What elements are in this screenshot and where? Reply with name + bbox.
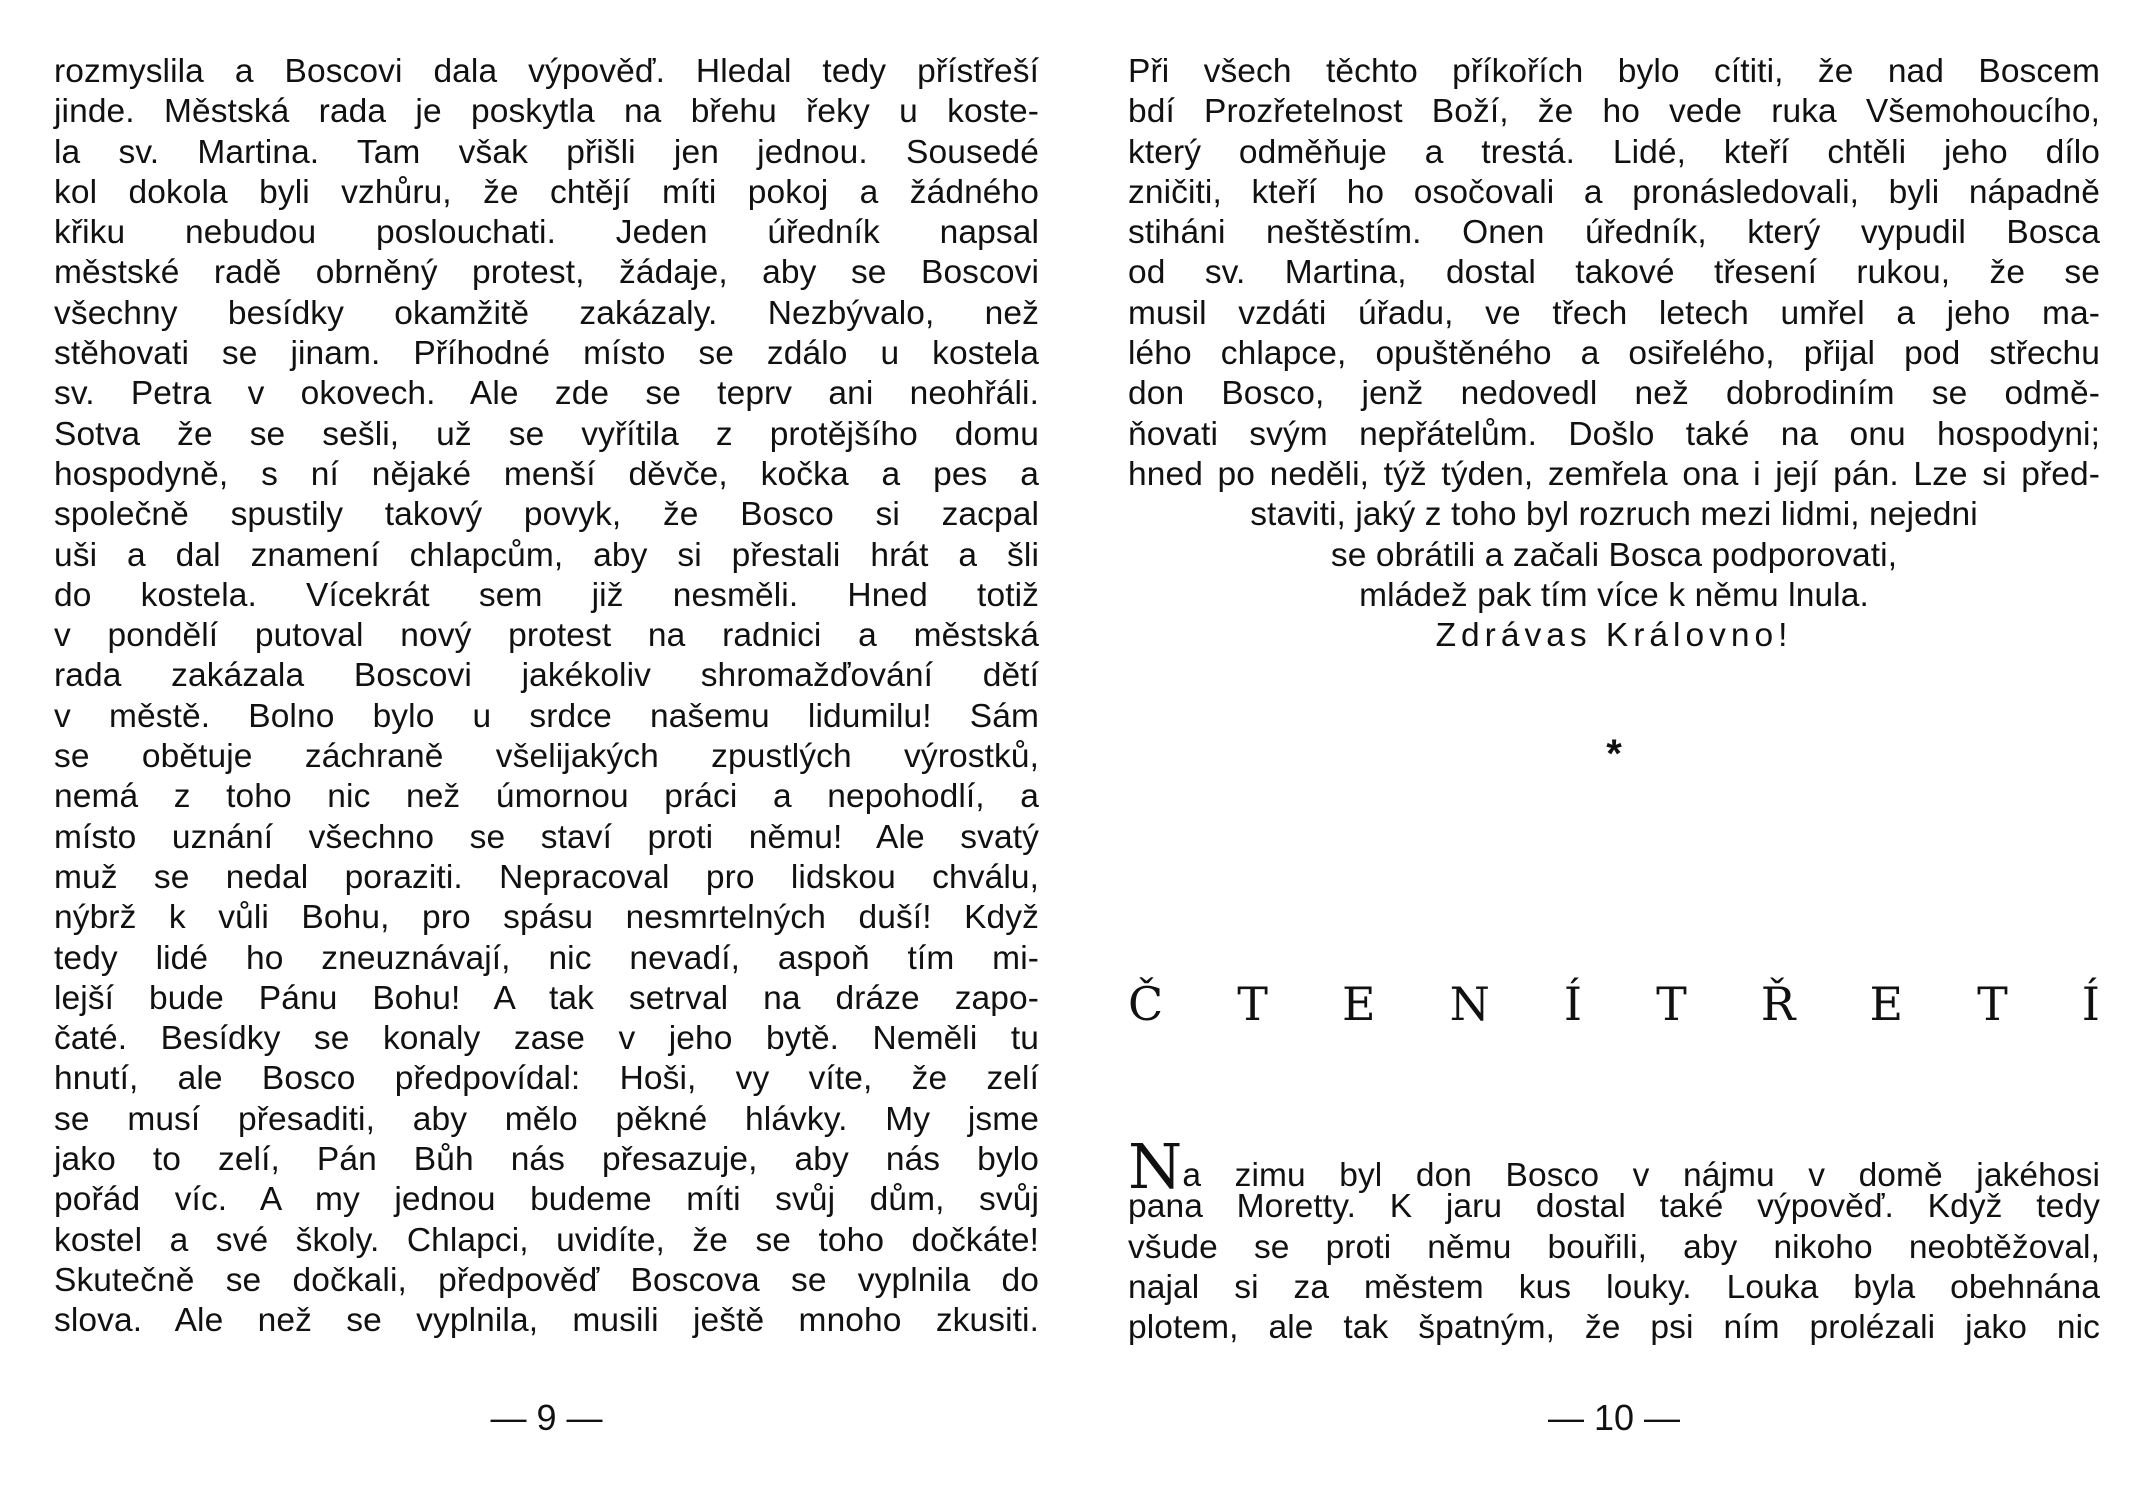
text-line: společně spustily takový povyk, že Bosco si zacpal [54, 496, 1039, 534]
text-line: ňovati svým nepřátelům. Došlo také na onu hospodyni; [1128, 415, 2100, 453]
text-line: la sv. Martina. Tam však přišli jen jednou. Sousedé [54, 133, 1039, 171]
heading-letter: Í [2081, 977, 2100, 1031]
left-page-text [54, 52, 1039, 1342]
text-line: sv. Petra v okovech. Ale zde se teprv ani neohřáli. [54, 375, 1039, 413]
text-line: rada zakázala Boscovi jakékoliv shromažďování dětí [54, 657, 1039, 695]
chapter-text [1128, 1130, 2100, 1348]
text-line-centered: staviti, jaký z toho byl rozruch mezi lidmi, nejedni [1250, 496, 1978, 534]
chapter-first-line [1128, 1130, 2100, 1203]
chapter-first-line-text: a zimu byl don Bosco v nájmu v domě jakéhosi [1182, 1157, 2100, 1194]
text-line: hospodyně, s ní nějaké menší děvče, kočka a pes a [54, 455, 1039, 493]
text-line: čaté. Besídky se konaly zase v jeho bytě. Neměli tu [54, 1020, 1039, 1058]
section-asterisk: * [1606, 732, 1622, 776]
page-number: — 9 — [490, 1397, 603, 1438]
text-line: hned po neděli, týž týden, zemřela ona i její pán. Lze si před- [1128, 455, 2100, 493]
chapter-heading [1128, 976, 2100, 1032]
left-page [54, 0, 1039, 1500]
text-line: kol dokola byli vzhůru, že chtějí míti pokoj a žádného [54, 173, 1039, 211]
text-line: nemá z toho nic než úmornou práci a nepohodlí, a [54, 778, 1039, 816]
drop-cap: N [1128, 1130, 1183, 1203]
text-line: lého chlapce, opuštěného a osiřelého, přijal pod střechu [1128, 335, 2100, 373]
heading-letter: E [1341, 977, 1376, 1031]
text-line: všechny besídky okamžitě zakázaly. Nezbývalo, než [54, 294, 1039, 332]
closing-prayer: Zdrávas Královno! [1435, 617, 1793, 655]
text-line: musil vzdáti úřadu, ve třech letech umřel a jeho ma- [1128, 294, 2100, 332]
text-line: do kostela. Vícekrát sem již nesměli. Hned totiž [54, 576, 1039, 614]
text-line: křiku nebudou poslouchati. Jeden úředník napsal [54, 214, 1039, 252]
text-line-centered: se obrátili a začali Bosca podporovati, [1330, 536, 1898, 574]
text-line: jako to zelí, Pán Bůh nás přesazuje, aby nás bylo [54, 1141, 1039, 1179]
heading-letter: Č [1128, 977, 1164, 1031]
text-line: tedy lidé ho zneuznávají, nic nevadí, aspoň tím mi- [54, 939, 1039, 977]
text-line: kostel a své školy. Chlapci, uvidíte, že se toho dočkáte! [54, 1221, 1039, 1259]
text-line: nýbrž k vůli Bohu, pro spásu nesmrtelných duší! Když [54, 899, 1039, 937]
text-line: který odměňuje a trestá. Lidé, kteří chtěli jeho dílo [1128, 133, 2100, 171]
heading-letter: Ř [1760, 977, 1796, 1031]
text-line: v městě. Bolno bylo u srdce našemu lidumilu! Sám [54, 697, 1039, 735]
heading-letter: T [1237, 977, 1268, 1031]
text-line: všude se proti němu bouřili, aby nikoho neobtěžoval, [1128, 1228, 2100, 1266]
text-line: najal si za městem kus louky. Louka byla obehnána [1128, 1268, 2100, 1306]
heading-letter: E [1869, 977, 1904, 1031]
text-line: plotem, ale tak špatným, že psi ním prolézali jako nic [1128, 1309, 2100, 1347]
text-line: uši a dal znamení chlapcům, aby si přestali hrát a šli [54, 536, 1039, 574]
text-line: v pondělí putoval nový protest na radnici a městská [54, 617, 1039, 655]
text-line: zničiti, kteří ho osočovali a pronásledovali, byli nápadně [1128, 173, 2100, 211]
text-line: pana Moretty. K jaru dostal také výpověď. Když tedy [1128, 1188, 2100, 1226]
text-line: stěhovati se jinam. Příhodné místo se zdálo u kostela [54, 335, 1039, 373]
text-line: se obětuje záchraně všelijakých zpustlých výrostků, [54, 738, 1039, 776]
text-line: Při všech těchto příkořích bylo cítiti, že nad Boscem [1128, 53, 2100, 90]
text-line: od sv. Martina, dostal takové třesení rukou, že se [1128, 254, 2100, 292]
text-line: muž se nedal poraziti. Nepracoval pro lidskou chválu, [54, 858, 1039, 896]
text-line: hnutí, ale Bosco předpovídal: Hoši, vy víte, že zelí [54, 1060, 1039, 1098]
text-line: jinde. Městská rada je poskytla na břehu řeky u koste- [54, 93, 1039, 131]
text-line: stiháni neštěstím. Onen úředník, který vypudil Bosca [1128, 214, 2100, 252]
heading-letter: N [1449, 977, 1490, 1031]
text-line: Sotva že se sešli, už se vyřítila z protějšího domu [54, 415, 1039, 453]
heading-letter: T [1977, 977, 2008, 1031]
right-page [1128, 0, 2100, 1500]
text-line-centered: mládež pak tím více k němu lnula. [1359, 576, 1869, 614]
text-line: pořád víc. A my jednou budeme míti svůj dům, svůj [54, 1181, 1039, 1219]
text-line: rozmyslila a Boscovi dala výpověď. Hledal tedy přístřeší [54, 53, 1039, 90]
text-line: se musí přesaditi, aby mělo pěkné hlávky. My jsme [54, 1100, 1039, 1138]
text-line: don Bosco, jenž nedovedl než dobrodiním se odmě- [1128, 375, 2100, 413]
text-line: lejší bude Pánu Bohu! A tak setrval na dráze zapo- [54, 979, 1039, 1017]
page-number: — 10 — [1547, 1397, 1681, 1438]
text-line: slova. Ale než se vyplnila, musili ještě mnoho zkusiti. [54, 1302, 1039, 1340]
heading-letter: Í [1563, 977, 1583, 1031]
text-line: městské radě obrněný protest, žádaje, aby se Boscovi [54, 254, 1039, 292]
text-line: bdí Prozřetelnost Boží, že ho vede ruka Všemohoucího, [1128, 93, 2100, 131]
right-page-top-text [1128, 52, 2100, 656]
text-line: Skutečně se dočkali, předpověď Boscova se vyplnila do [54, 1261, 1039, 1299]
heading-letter: T [1656, 977, 1687, 1031]
text-line: místo uznání všechno se staví proti němu! Ale svatý [54, 818, 1039, 856]
